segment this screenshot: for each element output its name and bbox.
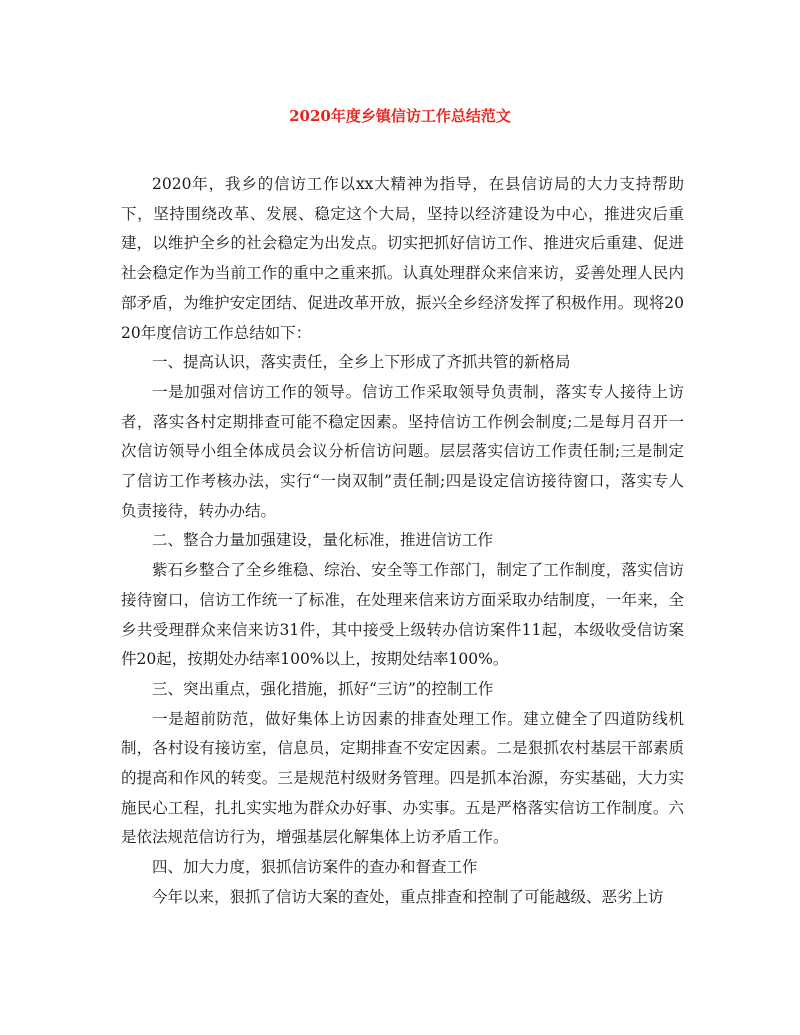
paragraph-intro: 2020年，我乡的信访工作以xx大精神为指导，在县信访局的大力支持帮助下，坚持围绕改革、发展、稳定这个大局，坚持以经济建设为中心，推进灾后重建，以维护全乡的社会稳定为出发点。切实把抓好信访工作、推进灾后重建、促进社会稳定作为当前工作的重中之重来抓。认真处理群众来信来访，妥善处理人民内部矛盾，为维护安定团结、促进改革开放，振兴全乡经济发挥了积极作用。现将2020年度信访工作总结如下： <box>121 175 684 342</box>
section-heading-3: 三、突出重点，强化措施，抓好“三访”的控制工作 <box>152 679 494 698</box>
section-heading-4: 四、加大力度，狠抓信访案件的查办和督查工作 <box>152 858 478 877</box>
paragraph-section-1: 一是加强对信访工作的领导。信访工作采取领导负责制，落实专人接待上访者，落实各村定期排查可能不稳定因素。坚持信访工作例会制度;二是每月召开一次信访领导小组全体成员会议分析信访问题。层层落实信访工作责任制;三是制定了信访工作考核办法，实行“一岗双制”责任制;四是设定信访接待窗口，落实专人负责接待，转办办结。 <box>121 382 684 520</box>
document-body <box>121 170 684 913</box>
paragraph-section-2: 紫石乡整合了全乡维稳、综治、安全等工作部门，制定了工作制度，落实信访接待窗口，信访工作统一了标准，在处理来信来访方面采取办结制度，一年来，全乡共受理群众来信来访31件，其中接受上级转办信访案件11起，本级收受信访案件20起，按期处办结率100%以上，按期处结率100%。 <box>121 561 684 669</box>
section-heading-1: 一、提高认识，落实责任，全乡上下形成了齐抓共管的新格局 <box>152 353 571 372</box>
paragraph-section-3: 一是超前防范，做好集体上访因素的排查处理工作。建立健全了四道防线机制，各村设有接访室，信息员，定期排查不安定因素。二是狠抓农村基层干部素质的提高和作风的转变。三是规范村级财务管理。四是抓本治源，夯实基础，大力实施民心工程，扎扎实实地为群众办好事、办实事。五是严格落实信访工作制度。六是依法规范信访行为，增强基层化解集体上访矛盾工作。 <box>121 709 684 847</box>
section-heading-2: 二、整合力量加强建设，量化标准，推进信访工作 <box>152 531 494 550</box>
document-title: 2020年度乡镇信访工作总结范文 <box>289 107 511 125</box>
paragraph-section-4: 今年以来，狠抓了信访大案的查处，重点排查和控制了可能越级、恶劣上访 <box>152 887 664 906</box>
